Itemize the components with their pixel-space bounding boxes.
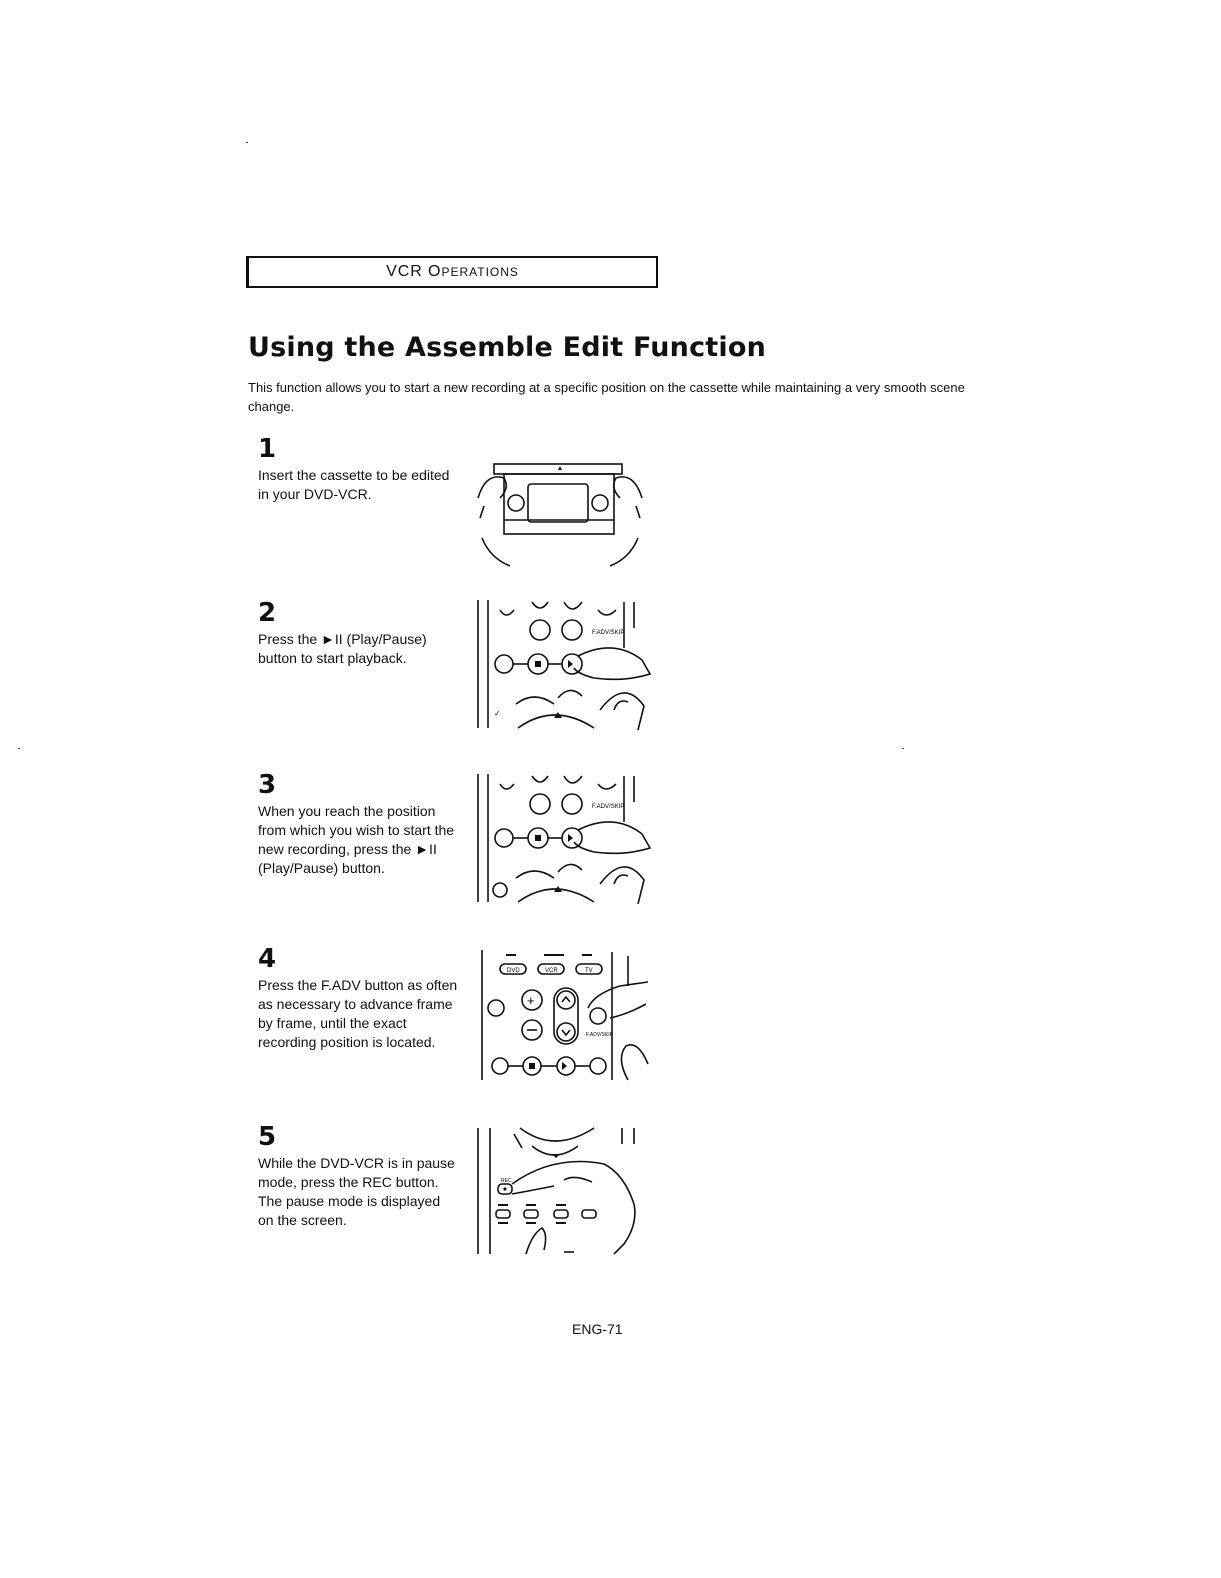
scan-speck <box>18 748 20 749</box>
step-1 <box>258 434 458 504</box>
step-3 <box>258 770 458 878</box>
step-number: 1 <box>258 434 277 464</box>
step-number: 5 <box>258 1122 277 1152</box>
remote-rec-icon <box>474 1124 656 1256</box>
step-5 <box>258 1122 458 1230</box>
tv-label: TV <box>585 968 593 974</box>
svg-text:✓: ✓ <box>494 709 501 718</box>
section-title: VCR OPERATIONS <box>386 263 519 280</box>
fadv-label: F.ADV/SKIP <box>586 1032 613 1038</box>
step-text: Insert the cassette to be edited in your DVD-VCR. <box>258 467 450 502</box>
step-number: 3 <box>258 770 277 800</box>
page-number: ENG-71 <box>572 1321 623 1337</box>
remote-fadv-icon <box>478 946 654 1084</box>
rec-label: REC <box>501 1178 512 1184</box>
scan-speck <box>246 142 248 143</box>
step-2 <box>258 598 458 668</box>
step-text: Press the ►II (Play/Pause) button to start playback. <box>258 631 427 666</box>
step-text: While the DVD-VCR is in pause mode, press the REC button. The pause mode is displayed on the screen. <box>258 1155 455 1228</box>
remote-play-pause-icon <box>474 598 656 730</box>
step-text: Press the F.ADV button as often as necessary to advance frame by frame, until the exact recording position is located. <box>258 977 458 1050</box>
fadv-label: F.ADV/SKIP <box>592 804 625 810</box>
cassette-insert-icon <box>470 458 652 576</box>
svg-text:+: + <box>527 993 535 1008</box>
scan-speck <box>902 748 904 749</box>
step-number: 2 <box>258 598 277 628</box>
vcr-label: VCR <box>545 968 558 974</box>
step-number: 4 <box>258 944 277 974</box>
dvd-label: DVD <box>507 968 520 974</box>
page-title: Using the Assemble Edit Function <box>248 332 767 363</box>
remote-play-pause-icon <box>474 772 656 904</box>
step-4 <box>258 944 458 1052</box>
intro-paragraph: This function allows you to start a new recording at a specific position on the cassette while maintaining a very smooth scene change. <box>248 380 965 414</box>
section-header-box <box>246 256 658 288</box>
step-text: When you reach the position from which you wish to start the new recording, press the ►II (Play/Pause) button. <box>258 803 455 876</box>
fadv-label: F.ADV/SKIP <box>592 630 625 636</box>
